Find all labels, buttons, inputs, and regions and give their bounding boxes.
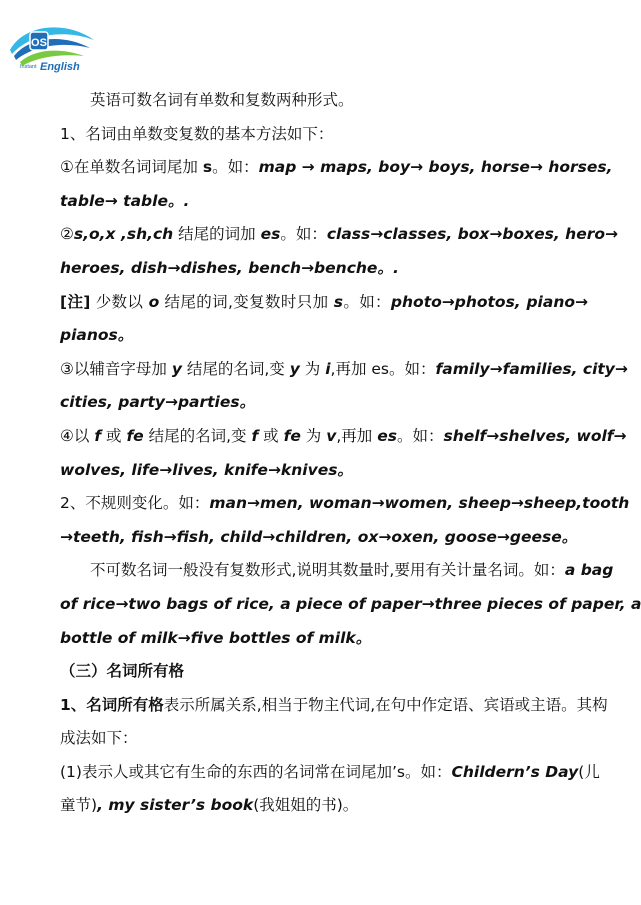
example-text: of rice→two bags of rice, a piece of paper→three pieces of paper, a: [60, 594, 641, 613]
text-segment: 英语可数名词有单数和复数两种形式。: [90, 91, 354, 109]
text-segment: 。如：: [342, 292, 391, 311]
text-segment: 为: [299, 359, 326, 378]
text-segment: , my sister’s book: [97, 796, 254, 815]
text-segment: 2、不规则变化。如：: [60, 494, 210, 513]
text-segment: Childern’s Day: [451, 762, 579, 781]
text-segment: 。如：: [212, 158, 259, 177]
text-segment: ,再加: [336, 426, 378, 445]
text-segment: 1、名词所有格: [60, 695, 164, 714]
text-segment: 结尾的词,变复数时只加: [159, 292, 334, 311]
example-text: cities, party→parties。: [60, 393, 256, 412]
example-text: map → maps, boy→ boys, horse→ horses,: [258, 158, 613, 177]
text-line: [60, 319, 588, 353]
text-segment: 结尾的词加: [173, 225, 261, 244]
text-line: [60, 286, 588, 320]
example-text: pianos。: [60, 326, 134, 345]
text-line: [60, 655, 588, 689]
text-line: [60, 386, 588, 420]
text-line: [60, 454, 588, 488]
text-segment: 。如：: [280, 225, 327, 244]
text-segment: 结尾的名词,变: [181, 359, 290, 378]
text-segment: s,o,x ,sh,ch: [73, 225, 174, 244]
text-segment: i: [325, 359, 331, 378]
document-body: [60, 84, 641, 823]
text-segment: 结尾的名词,变: [143, 426, 252, 445]
text-segment: 。如：: [396, 426, 444, 445]
text-line: [60, 622, 588, 656]
text-segment: es: [377, 426, 397, 445]
text-line: [60, 789, 588, 823]
text-segment: f: [251, 426, 259, 445]
text-line: [60, 151, 613, 185]
text-line: [60, 756, 600, 790]
text-line: [60, 554, 614, 588]
text-segment: （三）名词所有格: [60, 662, 185, 681]
text-segment: (儿: [578, 762, 600, 781]
example-text: a bag: [564, 561, 614, 580]
text-segment: s: [202, 158, 213, 177]
text-line: [60, 353, 628, 387]
text-segment: ④以: [60, 426, 95, 445]
text-segment: ,再加 es。如：: [330, 359, 436, 378]
text-segment: 少数以: [90, 292, 149, 311]
svg-text:OS: OS: [31, 37, 47, 49]
text-line: [60, 252, 588, 286]
text-segment: 表示所属关系,相当于物主代词,在句中作定语、宾语或主语。其构: [163, 695, 608, 714]
text-line: [60, 420, 627, 454]
text-segment: (我姐姐的书)。: [253, 796, 359, 815]
example-text: family→families, city→: [435, 359, 628, 378]
svg-text:English: English: [40, 61, 80, 73]
text-segment: v: [326, 426, 337, 445]
text-segment: 不可数名词一般没有复数形式,说明其数量时,要用有关计量名词。如：: [90, 561, 565, 580]
text-line: [60, 588, 641, 622]
text-segment: fe: [126, 426, 144, 445]
example-text: heroes, dish→dishes, bench→benche。.: [60, 258, 399, 277]
text-line: [60, 689, 608, 723]
text-segment: [注]: [60, 292, 91, 311]
text-segment: f: [94, 426, 102, 445]
example-text: class→classes, box→boxes, hero→: [326, 225, 618, 244]
example-text: photo→photos, piano→: [390, 292, 588, 311]
text-segment: y: [289, 359, 300, 378]
text-segment: 1、名词由单数变复数的基本方法如下：: [60, 124, 334, 143]
text-segment: fe: [283, 426, 301, 445]
example-text: shelf→shelves, wolf→: [443, 426, 627, 445]
instant-english-logo: [6, 18, 102, 74]
example-text: bottle of milk→five bottles of milk。: [60, 628, 372, 647]
text-segment: 或: [101, 426, 127, 445]
svg-text:Instant: Instant: [20, 64, 37, 70]
text-line: [60, 722, 588, 756]
text-segment: 成法如下：: [60, 729, 138, 748]
text-segment: (1)表示人或其它有生命的东西的名词常在词尾加’s。如：: [60, 762, 452, 781]
example-text: wolves, life→lives, knife→knives。: [60, 460, 353, 479]
text-segment: ③以辅音字母加: [60, 359, 172, 378]
text-line: [60, 84, 588, 118]
text-segment: 童节): [60, 796, 98, 815]
text-segment: 为: [300, 426, 327, 445]
example-text: man→men, woman→women, sheep→sheep,tooth: [209, 494, 630, 513]
text-line: [60, 521, 588, 555]
text-segment: y: [171, 359, 182, 378]
text-segment: ②: [60, 225, 74, 244]
text-segment: 或: [258, 426, 284, 445]
text-line: [60, 218, 618, 252]
text-segment: o: [148, 292, 160, 311]
text-line: [60, 185, 588, 219]
example-text: table→ table。.: [60, 191, 190, 210]
text-segment: ①在单数名词词尾加: [60, 158, 203, 177]
text-line: [60, 487, 630, 521]
text-segment: s: [333, 292, 343, 311]
text-segment: es: [260, 225, 281, 244]
text-line: [60, 118, 588, 152]
example-text: →teeth, fish→fish, child→children, ox→oxen, goose→geese。: [60, 527, 578, 546]
